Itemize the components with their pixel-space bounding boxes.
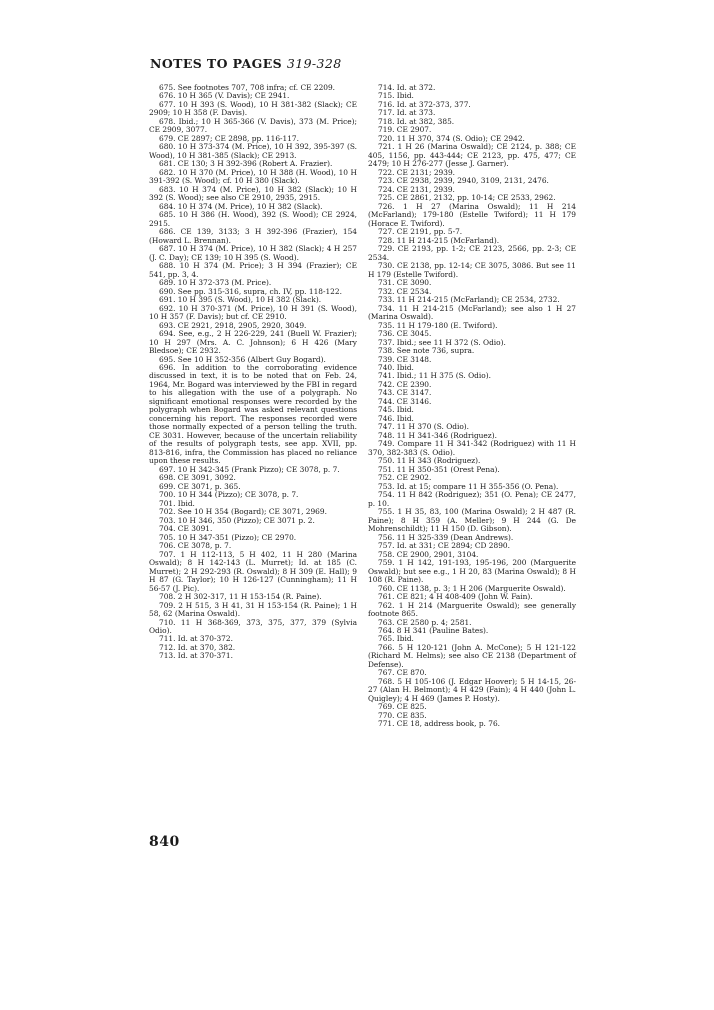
footnote: 763. CE 2580 p. 4; 2581. <box>378 617 472 627</box>
footnote: 696. In addition to the corroborating evidence discussed in text, it is to be noted that on Feb. 24, 1964, Mr. Bogard was interviewed by the FBI in regard to his allegation with the use of a polygraph. No significant emotional responses were recorded by the polygraph when Bogard was asked relevant questions concerning his report. The responses recorded were those normally expected of a person telling the truth. CE 3031. However, because of the uncertain reliability of the results of polygraph tests, see app. XVII, pp. 813-816, infra, the Commission has placed no reliance upon these results. <box>149 362 358 466</box>
footnote: 693. CE 2921, 2918, 2905, 2920, 3049. <box>159 320 307 330</box>
footnote: 760. CE 1138, p. 3; 1 H 206 (Marguerite Oswald). <box>378 583 566 593</box>
footnote: 749. Compare 11 H 341-342 (Rodriguez) with 11 H 370, 382-383 (S. Odio). <box>368 439 576 457</box>
footnote: 700. 10 H 344 (Pizzo); CE 3078, p. 7. <box>159 490 299 500</box>
footnote: 714. Id. at 372. <box>378 83 436 92</box>
footnote: 677. 10 H 393 (S. Wood), 10 H 381-382 (Slack); CE 2909; 10 H 358 (F. Davis). <box>149 99 357 118</box>
footnote: 769. CE 825. <box>378 702 427 712</box>
footnote: 734. 11 H 214-215 (McFarland); see also 1 H 27 (Marina Oswald). <box>368 303 576 322</box>
footnote: 757. Id. at 331; CE 2894; CD 2890. <box>378 541 510 551</box>
footnote: 756. 11 H 325-339 (Dean Andrews). <box>378 532 514 542</box>
footnote: 707. 1 H 112-113, 5 H 402, 11 H 280 (Marina Oswald); 8 H 142-143 (L. Murret); Id. at 185 (C. Murret); 2 H 292-293 (R. Oswald); 8 H 309 (E. Hall); 9 H 87 (G. Taylor); 10 H 126-127 (Cunningham); 11 H 56-57 (J. Pic). <box>149 549 357 593</box>
footnote: 725. CE 2861, 2132, pp. 10-14; CE 2533, 2962. <box>378 193 556 203</box>
footnote: 722. CE 2131; 2939. <box>378 167 456 177</box>
footnote: 712. Id. at 370, 382. <box>159 642 236 652</box>
footnote: 731. CE 3090. <box>378 278 432 288</box>
footnote: 742. CE 2390. <box>378 379 432 389</box>
page-number: 840 <box>149 834 180 850</box>
footnote: 690. See pp. 315-316, supra, ch. IV, pp. 118-122. <box>159 286 342 296</box>
footnote: 703. 10 H 346, 350 (Pizzo); CE 3071 p. 2. <box>159 515 315 525</box>
footnote: 713. Id. at 370-371. <box>159 651 233 661</box>
footnote: 710. 11 H 368-369, 373, 375, 377, 379 (Sylvia Odio). <box>149 617 357 635</box>
footnote: 689. 10 H 372-373 (M. Price). <box>159 278 272 288</box>
footnote: 721. 1 H 26 (Marina Oswald); CE 2124, p. 388; CE 405, 1156, pp. 443-444; CE 2123, pp. 475, 477; CE 2479; 10 H 276-277 (Jesse J. Garner). <box>368 142 576 169</box>
footnote: 754. 11 H 842 (Rodriguez); 351 (O. Pena); CE 2477, p. 10. <box>368 490 576 508</box>
footnote: 748. 11 H 341-346 (Rodriguez). <box>378 430 497 440</box>
footnote: 701. Ibid. <box>159 498 195 508</box>
footnote: 738. See note 736, supra. <box>378 346 475 356</box>
footnote: 753. Id. at 15; compare 11 H 355-356 (O. Pena). <box>378 481 559 491</box>
footnote: 766. 5 H 120-121 (John A. McCone); 5 H 121-122 (Richard M. Helms); see also CE 2138 (Department of Defense). <box>368 642 576 669</box>
footnote: 724. CE 2131, 2939. <box>378 184 455 194</box>
footnote: 718. Id. at 382, 385. <box>378 116 455 126</box>
footnote: 736. CE 3045. <box>378 329 432 339</box>
footnote: 676. 10 H 365 (V. Davis); CE 2941. <box>159 91 290 101</box>
footnote: 706. CE 3078, p. 7. <box>159 541 232 551</box>
footnote: 681. CE 130; 3 H 392-396 (Robert A. Frazier). <box>159 159 333 169</box>
footnote: 678. Ibid.; 10 H 365-366 (V. Davis), 373 (M. Price); CE 2909, 3077. <box>149 116 357 135</box>
footnote: 680. 10 H 373-374 (M. Price), 10 H 392, 395-397 (S. Wood), 10 H 381-385 (Slack); CE 2913. <box>149 142 357 160</box>
footnote: 759. 1 H 142, 191-193, 195-196, 200 (Marguerite Oswald); but see e.g., 1 H 20, 83 (Marina Oswald); 8 H 108 (R. Paine). <box>368 558 576 585</box>
footnote: 761. CE 821; 4 H 408-409 (John W. Fain). <box>378 592 533 602</box>
footnote: 691. 10 H 395 (S. Wood), 10 H 382 (Slack). <box>159 295 322 305</box>
footnote: 751. 11 H 350-351 (Orest Pena). <box>378 464 500 474</box>
footnote: 685. 10 H 386 (H. Wood), 392 (S. Wood); CE 2924, 2915. <box>149 210 357 228</box>
footnote: 711. Id. at 370-372. <box>159 634 233 644</box>
footnote: 744. CE 3146. <box>378 396 432 406</box>
footnote: 695. See 10 H 352-356 (Albert Guy Bogard). <box>159 354 326 364</box>
footnote: 771. CE 18, address book, p. 76. <box>378 719 501 729</box>
footnote: 750. 11 H 343 (Rodriguez). <box>378 456 481 466</box>
footnote: 698. CE 3091, 3092. <box>159 473 236 483</box>
footnote: 719. CE 2907. <box>378 125 432 135</box>
footnote: 730. CE 2138, pp. 12-14; CE 3075, 3086. But see 11 H 179 (Estelle Twiford). <box>368 261 576 279</box>
footnote: 708. 2 H 302-317, 11 H 153-154 (R. Paine). <box>159 592 322 602</box>
footnote: 716. Id. at 372-373, 377. <box>378 99 471 109</box>
footnote: 752. CE 2902. <box>378 473 432 483</box>
footnote: 737. Ibid.; see 11 H 372 (S. Odio). <box>378 337 506 347</box>
footnote: 702. See 10 H 354 (Bogard); CE 3071, 2969. <box>159 507 327 517</box>
footnote: 740. Ibid. <box>378 362 414 372</box>
running-header-pages: 319-328 <box>286 56 342 71</box>
footnote: 732. CE 2534. <box>378 286 432 296</box>
footnote: 699. CE 3071, p. 365. <box>159 481 241 491</box>
footnote: 765. Ibid. <box>378 634 414 644</box>
footnote: 735. 11 H 179-180 (E. Twiford). <box>378 320 498 330</box>
footnote: 684. 10 H 374 (M. Price), 10 H 382 (Slack). <box>159 201 323 211</box>
footnote: 723. CE 2938, 2939, 2940, 3109, 2131, 2476. <box>378 176 549 186</box>
footnote: 758. CE 2900, 2901, 3104. <box>378 549 479 559</box>
footnote: 679. CE 2897; CE 2898, pp. 116-117. <box>159 133 299 143</box>
footnote: 767. CE 870. <box>378 668 427 678</box>
footnote: 741. Ibid.; 11 H 375 (S. Odio). <box>378 371 491 381</box>
footnote: 755. 1 H 35, 83, 100 (Marina Oswald); 2 H 487 (R. Paine); 8 H 359 (A. Meller); 9 H 244 (G. De Mohrenschildt); 11 H 150 (D. Gibson). <box>368 507 576 534</box>
footnote: 720. 11 H 370, 374 (S. Odio); CE 2942. <box>378 133 525 143</box>
footnote: 686. CE 139, 3133; 3 H 392-396 (Frazier), 154 (Howard L. Brennan). <box>149 227 357 245</box>
footnote: 746. Ibid. <box>378 413 414 423</box>
footnote: 739. CE 3148. <box>378 354 432 364</box>
footnote: 687. 10 H 374 (M. Price), 10 H 382 (Slack); 4 H 257 (J. C. Day); CE 139; 10 H 395 (S. Wood). <box>149 244 357 262</box>
running-header-prefix: NOTES TO PAGES <box>150 56 283 71</box>
footnote: 747. 11 H 370 (S. Odio). <box>378 422 470 432</box>
footnote: 768. 5 H 105-106 (J. Edgar Hoover); 5 H 14-15, 26-27 (Alan H. Belmont); 4 H 429 (Fain); 4 H 440 (John L. Quigley); 4 H 469 (James P. Hosty). <box>368 676 576 703</box>
footnote: 764. 8 H 341 (Pauline Bates). <box>378 626 489 635</box>
footnote: 729. CE 2193, pp. 1-2; CE 2123, 2566, pp. 2-3; CE 2534. <box>368 244 576 262</box>
footnote: 762. 1 H 214 (Marguerite Oswald); see generally footnote 865. <box>368 600 576 619</box>
footnote: 675. See footnotes 707, 708 infra; cf. CE 2209. <box>159 83 336 92</box>
footnote: 717. Id. at 373. <box>378 108 436 118</box>
footnote: 692. 10 H 370-371 (M. Price), 10 H 391 (S. Wood), 10 H 357 (F. Davis); but cf. CE 2910. <box>149 303 357 322</box>
footnote: 745. Ibid. <box>378 405 414 415</box>
footnote: 705. 10 H 347-351 (Pizzo); CE 2970. <box>159 532 297 542</box>
notes-column-right <box>368 84 576 729</box>
footnote: 709. 2 H 515, 3 H 41, 31 H 153-154 (R. Paine); 1 H 58, 62 (Marina Oswald). <box>149 600 357 619</box>
running-header <box>150 56 342 71</box>
notes-column-left <box>149 84 357 661</box>
footnote: 697. 10 H 342-345 (Frank Pizzo); CE 3078, p. 7. <box>159 464 340 474</box>
footnote: 726. 1 H 27 (Marina Oswald); 11 H 214 (McFarland); 179-180 (Estelle Twiford); 11 H 179 (Horace E. Twiford). <box>368 201 576 228</box>
footnote: 704. CE 3091. <box>159 524 213 534</box>
footnote: 727. CE 2191, pp. 5-7. <box>378 227 463 237</box>
footnote: 733. 11 H 214-215 (McFarland); CE 2534, 2732. <box>378 295 560 305</box>
footnote: 683. 10 H 374 (M. Price), 10 H 382 (Slack); 10 H 392 (S. Wood); see also CE 2910, 2935, 2915. <box>149 184 357 203</box>
footnote: 715. Ibid. <box>378 91 414 101</box>
footnote: 682. 10 H 370 (M. Price), 10 H 388 (H. Wood), 10 H 391-392 (S. Wood); cf. 10 H 380 (Slack). <box>149 167 357 186</box>
footnote: 688. 10 H 374 (M. Price); 3 H 394 (Frazier); CE 541, pp. 3, 4. <box>149 261 357 279</box>
footnote: 694. See, e.g., 2 H 226-229, 241 (Buell W. Frazier); 10 H 297 (Mrs. A. C. Johnson); 6 H 426 (Mary Bledsoe); CE 2932. <box>149 329 357 356</box>
footnote: 728. 11 H 214-215 (McFarland). <box>378 235 500 245</box>
footnote: 743. CE 3147. <box>378 388 432 398</box>
footnote: 770. CE 835. <box>378 710 427 720</box>
